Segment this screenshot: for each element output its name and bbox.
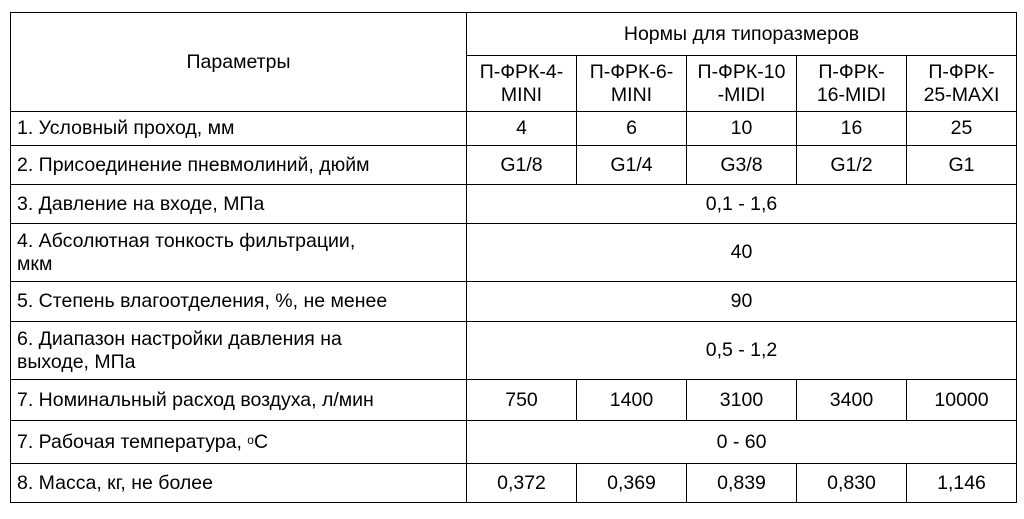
table-row bbox=[11, 464, 1017, 503]
cell-value: 0,372 bbox=[467, 464, 577, 503]
cell-value-merged: 0,1 - 1,6 bbox=[467, 185, 1017, 224]
cell-value-merged: 0,5 - 1,2 bbox=[467, 322, 1017, 380]
model-header-16-midi: П-ФРК- 16-MIDI bbox=[797, 56, 907, 112]
row-label: 8. Масса, кг, не более bbox=[11, 464, 467, 503]
model-header-4-mini: П-ФРК-4- MINI bbox=[467, 56, 577, 112]
cell-value: G1/4 bbox=[577, 146, 687, 185]
model-header-6-mini: П-ФРК-6- MINI bbox=[577, 56, 687, 112]
header-row-top bbox=[11, 13, 1017, 56]
cell-value: 0,839 bbox=[687, 464, 797, 503]
cell-value-merged: 40 bbox=[467, 224, 1017, 282]
cell-value: 4 bbox=[467, 112, 577, 146]
table-row bbox=[11, 185, 1017, 224]
params-header: Параметры bbox=[11, 13, 467, 112]
row-label: 1. Условный проход, мм bbox=[11, 112, 467, 146]
cell-value: 0,369 bbox=[577, 464, 687, 503]
table-row bbox=[11, 112, 1017, 146]
cell-value: 6 bbox=[577, 112, 687, 146]
cell-value-merged: 0 - 60 bbox=[467, 421, 1017, 464]
row-label: 5. Степень влагоотделения, %, не менее bbox=[11, 282, 467, 322]
cell-value: 25 bbox=[907, 112, 1017, 146]
model-header-10-midi: П-ФРК-10 -MIDI bbox=[687, 56, 797, 112]
row-label: 2. Присоединение пневмолиний, дюйм bbox=[11, 146, 467, 185]
cell-value: 3400 bbox=[797, 380, 907, 421]
cell-value: G1 bbox=[907, 146, 1017, 185]
cell-value: 1,146 bbox=[907, 464, 1017, 503]
table-row bbox=[11, 224, 1017, 282]
row-label: 3. Давление на входе, МПа bbox=[11, 185, 467, 224]
table-row bbox=[11, 421, 1017, 464]
cell-value: 10000 bbox=[907, 380, 1017, 421]
table-row bbox=[11, 322, 1017, 380]
row-label: 7. Номинальный расход воздуха, л/мин bbox=[11, 380, 467, 421]
model-header-25-maxi: П-ФРК- 25-MAXI bbox=[907, 56, 1017, 112]
table-row bbox=[11, 380, 1017, 421]
table-row bbox=[11, 282, 1017, 322]
cell-value: 750 bbox=[467, 380, 577, 421]
cell-value: G1/8 bbox=[467, 146, 577, 185]
cell-value: 16 bbox=[797, 112, 907, 146]
cell-value-merged: 90 bbox=[467, 282, 1017, 322]
cell-value: 3100 bbox=[687, 380, 797, 421]
cell-value: 1400 bbox=[577, 380, 687, 421]
row-label: 6. Диапазон настройки давления на выходе, МПа bbox=[11, 322, 467, 380]
row-label: 7. Рабочая температура, $^o$C bbox=[11, 421, 467, 464]
cell-value: 10 bbox=[687, 112, 797, 146]
cell-value: G1/2 bbox=[797, 146, 907, 185]
cell-value: G3/8 bbox=[687, 146, 797, 185]
table-row bbox=[11, 146, 1017, 185]
spec-table bbox=[10, 12, 1017, 503]
sizes-group-header: Нормы для типоразмеров bbox=[467, 13, 1017, 56]
cell-value: 0,830 bbox=[797, 464, 907, 503]
row-label: 4. Абсолютная тонкость фильтрации, мкм bbox=[11, 224, 467, 282]
